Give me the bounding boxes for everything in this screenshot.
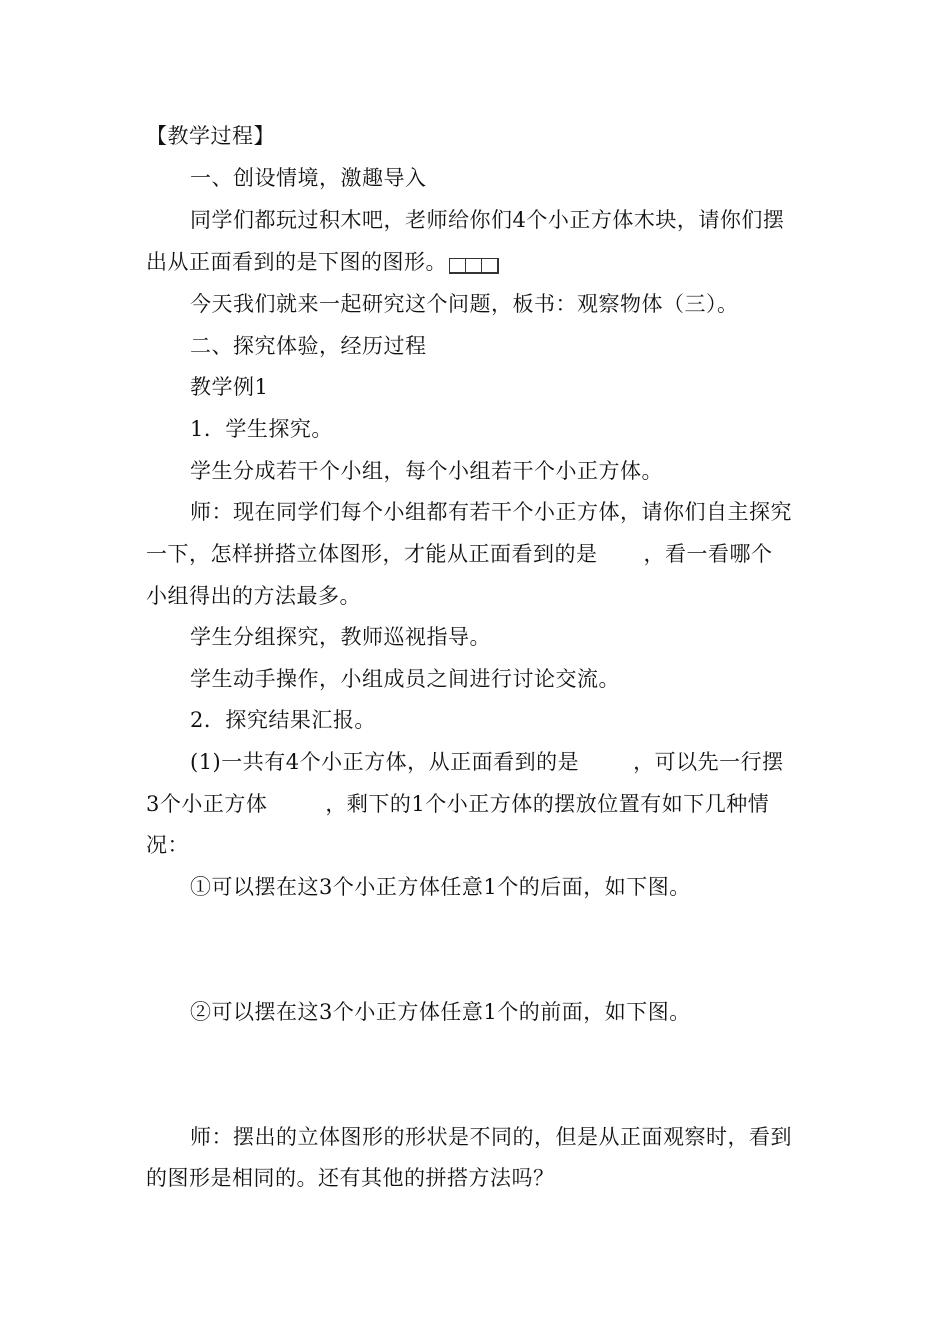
result1-line-1-part-a: (1)一共有4个小正方体，从正面看到的是	[190, 750, 580, 774]
teacher1-line-1: 师：现在同学们每个小组都有若干个小正方体，请你们自主探究	[190, 500, 792, 524]
teacher2-line-2: 的图形是相同的。还有其他的拼搭方法吗？	[146, 1166, 555, 1190]
result1-line-2-part-b: ，剩下的1个小正方体的摆放位置有如下几种情	[325, 792, 770, 816]
three-squares-row-icon	[449, 258, 499, 274]
section1-title: 一、创设情境，激趣导入	[190, 166, 427, 190]
section2-title: 二、探究体验，经历过程	[190, 334, 427, 358]
teaching-process-heading: 【教学过程】	[146, 124, 275, 148]
intro-line-2	[146, 247, 499, 277]
step2-title: 2．探究结果汇报。	[190, 708, 376, 732]
intro-line-3: 今天我们就来一起研究这个问题，板书：观察物体（三）。	[190, 292, 739, 316]
step1-text: 学生分成若干个小组，每个小组若干个小正方体。	[190, 459, 663, 483]
result1-line-1	[190, 747, 784, 777]
intro-line-2-text: 出从正面看到的是下图的图形。	[146, 250, 447, 274]
result1-line-2-part-a: 3个小正方体	[146, 792, 268, 816]
case-2: ②可以摆在这3个小正方体任意1个的前面，如下图。	[190, 1000, 691, 1024]
example-title: 教学例1	[190, 375, 269, 399]
step1-title: 1．学生探究。	[190, 417, 333, 441]
result1-line-2	[146, 789, 769, 819]
result1-line-1-part-b: ，可以先一行摆	[633, 750, 784, 774]
teacher1-line-3: 小组得出的方法最多。	[146, 584, 361, 608]
group-text: 学生分组探究，教师巡视指导。	[190, 625, 491, 649]
teacher1-line-2	[146, 539, 773, 569]
result1-line-3: 况：	[146, 833, 189, 857]
teacher1-line-2-part-a: 一下，怎样拼搭立体图形，才能从正面看到的是	[146, 542, 598, 566]
hands-on-text: 学生动手操作，小组成员之间进行讨论交流。	[190, 667, 620, 691]
intro-line-1: 同学们都玩过积木吧，老师给你们4个小正方体木块，请你们摆	[190, 208, 785, 232]
teacher2-line-1: 师：摆出的立体图形的形状是不同的，但是从正面观察时，看到	[190, 1125, 792, 1149]
teacher1-line-2-part-b: ，看一看哪个	[643, 542, 773, 566]
case-1: ①可以摆在这3个小正方体任意1个的后面，如下图。	[190, 875, 691, 899]
